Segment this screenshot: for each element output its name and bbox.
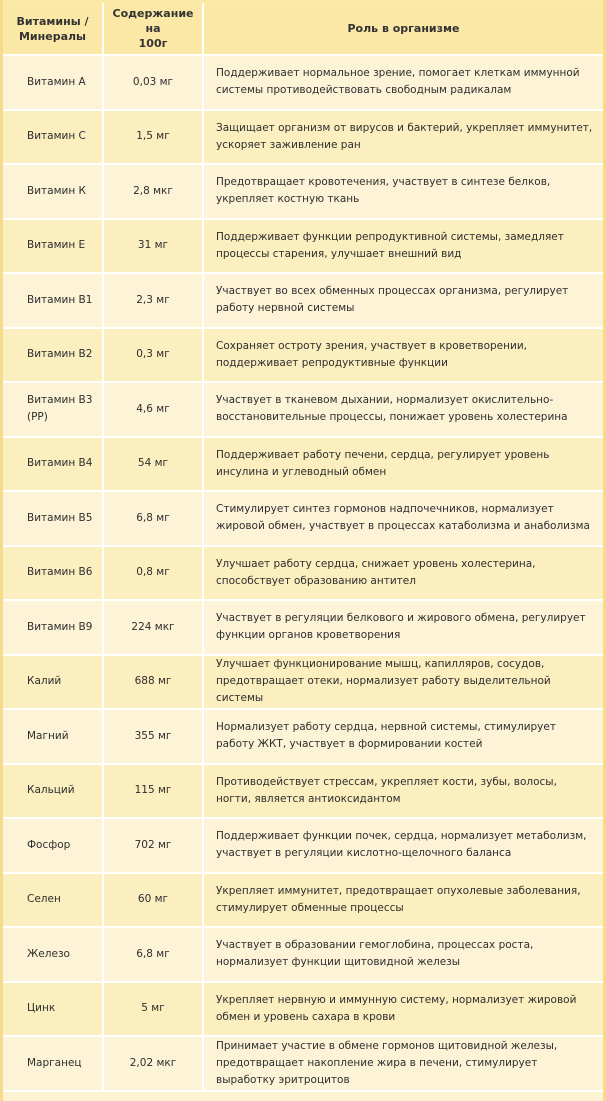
cell-amount: 702 мг	[103, 818, 203, 873]
cell-role: Стимулирует синтез гормонов надпочечников, нормализует жировой обмен, участвует в процессах катаболизма и анаболизма	[203, 491, 603, 546]
cell-amount: 6,8 мг	[103, 491, 203, 546]
cell-role: Сохраняет остроту зрения, участвует в кроветворении, поддерживает репродуктивные функции	[203, 328, 603, 383]
header-role: Роль в организме	[203, 3, 603, 55]
cell-role: Нормализует работу сердца, нервной системы, стимулирует работу ЖКТ, участвует в формировании костей	[203, 709, 603, 764]
cell-name: Витамин В4	[3, 437, 103, 492]
cell-role: Участвует в образовании гемоглобина, процессах роста, нормализует функции щитовидной железы	[203, 927, 603, 982]
cell-amount: 2,8 мкг	[103, 164, 203, 219]
header-row	[3, 3, 603, 55]
cell-name: Фосфор	[3, 818, 103, 873]
table-row	[3, 55, 603, 110]
table-row	[3, 219, 603, 274]
cell-amount: 6,8 мг	[103, 927, 203, 982]
cell-amount: 5 мг	[103, 982, 203, 1037]
cell-name: Витамин В2	[3, 328, 103, 383]
cell-amount: 688 мг	[103, 655, 203, 710]
cell-role: Участвует во всех обменных процессах организма, регулирует работу нервной системы	[203, 273, 603, 328]
cell-amount: 4,6 мг	[103, 382, 203, 437]
header-amount-line1: Содержание на	[112, 7, 194, 35]
cell-role: Укрепляет нервную и иммунную систему, нормализует жировой обмен и уровень сахара в крови	[203, 982, 603, 1037]
table-row	[3, 764, 603, 819]
table-row	[3, 655, 603, 710]
cell-role: Предотвращает кровотечения, участвует в синтезе белков, укрепляет костную ткань	[203, 164, 603, 219]
header-amount	[103, 3, 203, 55]
cell-amount: 1,5 мг	[103, 110, 203, 165]
cell-amount: 60 мг	[103, 873, 203, 928]
cell-name: Витамин В6	[3, 546, 103, 601]
cell-role: Поддерживает функции почек, сердца, нормализует метаболизм, участвует в регуляции кислотно-щелочного баланса	[203, 818, 603, 873]
cell-name: Цинк	[3, 982, 103, 1037]
header-name-line2: Минералы	[18, 29, 86, 43]
cell-role: Поддерживает функции репродуктивной системы, замедляет процессы старения, улучшает внешний вид	[203, 219, 603, 274]
table-row	[3, 982, 603, 1037]
cell-amount: 2,02 мкг	[103, 1036, 203, 1091]
cell-name: Железо	[3, 927, 103, 982]
cell-role: Участвует в тканевом дыхании, нормализует окислительно-восстановительные процессы, понижает уровень холестерина	[203, 382, 603, 437]
cell-name: Витамин В5	[3, 491, 103, 546]
table-row	[3, 546, 603, 601]
cell-name: Витамин С	[3, 110, 103, 165]
header-name-line1: Витамины /	[16, 14, 89, 28]
table-row	[3, 491, 603, 546]
table-row	[3, 273, 603, 328]
table-row	[3, 1036, 603, 1091]
cell-name: Калий	[3, 655, 103, 710]
table-row	[3, 927, 603, 982]
cell-name: Магний	[3, 709, 103, 764]
cell-role: Поддерживает нормальное зрение, помогает клеткам иммунной системы противодействовать свободным радикалам	[203, 55, 603, 110]
cell-name: Витамин К	[3, 164, 103, 219]
cell-role: Улучшает работу сердца, снижает уровень холестерина, способствует образованию антител	[203, 546, 603, 601]
table-row	[3, 873, 603, 928]
cell-name: Витамин В9	[3, 600, 103, 655]
nutrients-table	[3, 3, 603, 1092]
table-row	[3, 818, 603, 873]
cell-amount: 0,3 мг	[103, 328, 203, 383]
cell-name: Кальций	[3, 764, 103, 819]
cell-amount: 54 мг	[103, 437, 203, 492]
cell-name: Марганец	[3, 1036, 103, 1091]
cell-role: Защищает организм от вирусов и бактерий, укрепляет иммунитет, ускоряет заживление ран	[203, 110, 603, 165]
header-amount-line2: 100г	[138, 37, 168, 50]
header-name	[3, 3, 103, 55]
cell-role: Улучшает функционирование мышц, капилляров, сосудов, предотвращает отеки, нормализует работу выделительной системы	[203, 655, 603, 710]
table-row	[3, 709, 603, 764]
cell-name: Витамин А	[3, 55, 103, 110]
table-row	[3, 328, 603, 383]
cell-name: Витамин В3 (РР)	[3, 382, 103, 437]
cell-amount: 355 мг	[103, 709, 203, 764]
cell-amount: 31 мг	[103, 219, 203, 274]
table-row	[3, 382, 603, 437]
table-header	[3, 3, 603, 55]
table-row	[3, 600, 603, 655]
cell-amount: 224 мкг	[103, 600, 203, 655]
cell-amount: 2,3 мг	[103, 273, 203, 328]
cell-role: Укрепляет иммунитет, предотвращает опухолевые заболевания, стимулирует обменные процессы	[203, 873, 603, 928]
cell-role: Участвует в регуляции белкового и жирового обмена, регулирует функции органов кроветворения	[203, 600, 603, 655]
cell-role: Принимает участие в обмене гормонов щитовидной железы, предотвращает накопление жира в печени, стимулирует выработку эритроцитов	[203, 1036, 603, 1091]
table-row	[3, 110, 603, 165]
table-row	[3, 437, 603, 492]
cell-amount: 0,8 мг	[103, 546, 203, 601]
cell-amount: 115 мг	[103, 764, 203, 819]
cell-name: Витамин Е	[3, 219, 103, 274]
table-row	[3, 164, 603, 219]
table-body	[3, 55, 603, 1091]
cell-name: Селен	[3, 873, 103, 928]
cell-amount: 0,03 мг	[103, 55, 203, 110]
cell-role: Поддерживает работу печени, сердца, регулирует уровень инсулина и углеводный обмен	[203, 437, 603, 492]
cell-role: Противодействует стрессам, укрепляет кости, зубы, волосы, ногти, является антиоксидантом	[203, 764, 603, 819]
cell-name: Витамин В1	[3, 273, 103, 328]
